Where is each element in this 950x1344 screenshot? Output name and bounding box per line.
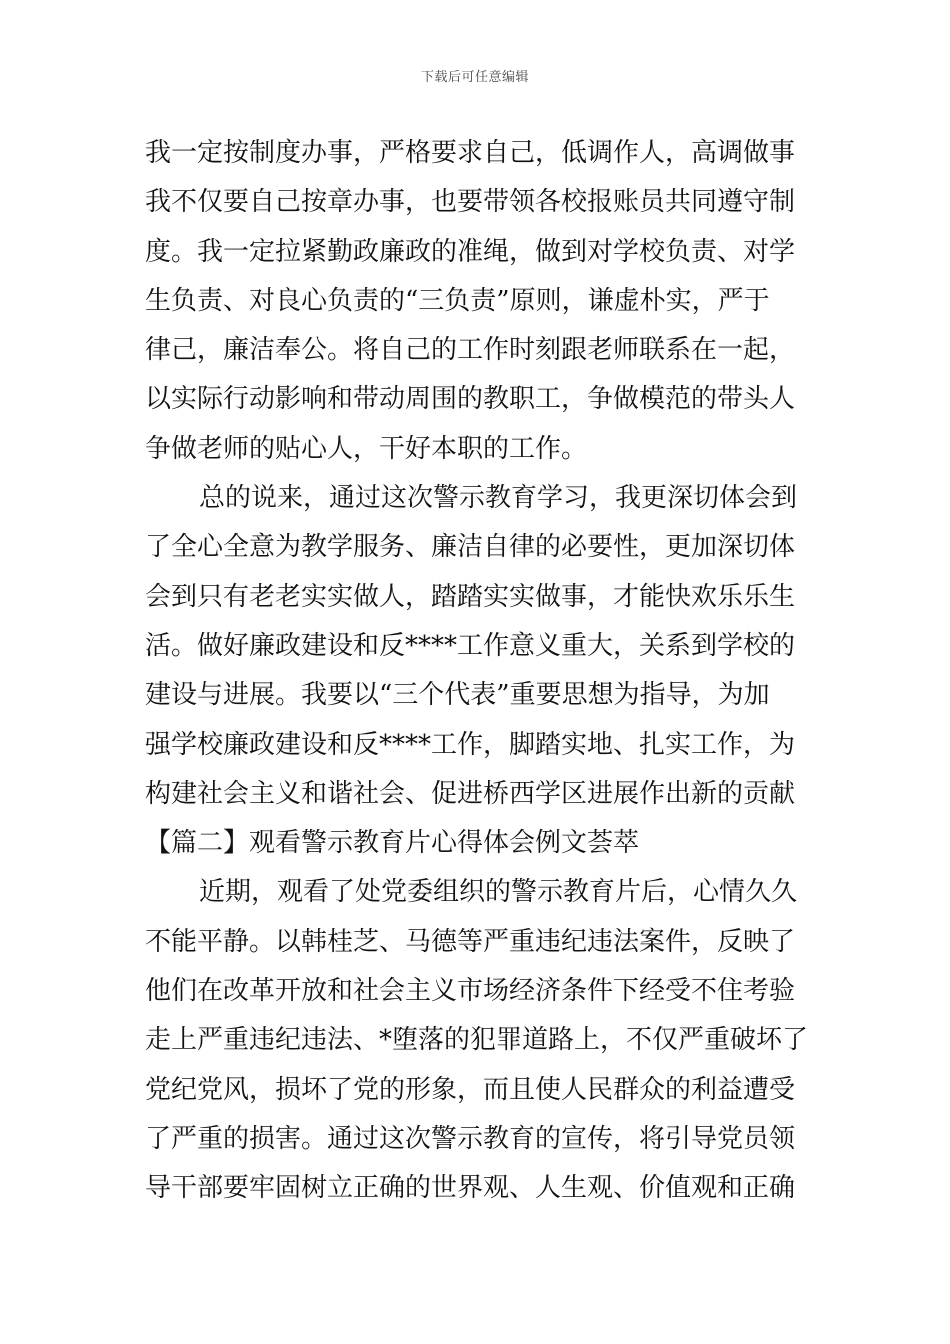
document-body xyxy=(145,129,810,1214)
text-line: 活。做好廉政建设和反****工作意义重大，关系到学校的 xyxy=(145,630,796,661)
text-line: 度。我一定拉紧勤政廉政的准绳，做到对学校负责、对学 xyxy=(145,236,796,267)
text-line: 我一定按制度办事，严格要求自己，低调作人，高调做事 xyxy=(145,138,796,168)
text-line: 会到只有老老实实做人，踏踏实实做事，才能快欢乐乐生 xyxy=(145,581,796,612)
text-line: 导干部要牢固树立正确的世界观、人生观、价值观和正确 xyxy=(145,1173,796,1204)
text-line: 生负责、对良心负责的“三负责”原则，谦虚朴实，严于 xyxy=(145,285,770,316)
text-line: 了全心全意为教学服务、廉洁自律的必要性，更加深切体 xyxy=(145,532,796,563)
text-line: 不能平静。以韩桂芝、马德等严重违纪违法案件，反映了 xyxy=(145,926,796,957)
paragraph-first-line: 近期，观看了处党委组织的警示教育片后，心情久久 xyxy=(199,877,798,908)
text-line: 党纪党风，损坏了党的形象，而且使人民群众的利益遭受 xyxy=(145,1074,796,1105)
text-line: 了严重的损害。通过这次警示教育的宣传，将引导党员领 xyxy=(145,1123,796,1154)
text-line: 以实际行动影响和带动周围的教职工，争做模范的带头人 xyxy=(145,384,796,415)
text-line: 他们在改革开放和社会主义市场经济条件下经受不住考验 xyxy=(145,976,796,1007)
text-line: 走上严重违纪违法、*堕落的犯罪道路上，不仅严重破坏了 xyxy=(145,1025,809,1056)
section-heading: 【篇二】观看警示教育片心得体会例文荟萃 xyxy=(145,828,640,859)
text-line: 构建社会主义和谐社会、促进桥西学区进展作出新的贡献 xyxy=(145,778,796,809)
paragraph-first-line: 总的说来，通过这次警示教育学习，我更深切体会到 xyxy=(199,483,798,514)
page-header: 下载后可任意编辑 xyxy=(420,70,529,85)
text-line: 我不仅要自己按章办事，也要带领各校报账员共同遵守制 xyxy=(145,187,796,218)
text-line: 律己，廉洁奉公。将自己的工作时刻跟老师联系在一起， xyxy=(145,335,796,366)
text-line: 争做老师的贴心人，干好本职的工作。 xyxy=(145,433,588,464)
text-line: 强学校廉政建设和反****工作，脚踏实地、扎实工作，为 xyxy=(145,729,796,760)
text-line: 建设与进展。我要以“三个代表”重要思想为指导，为加 xyxy=(145,680,770,711)
